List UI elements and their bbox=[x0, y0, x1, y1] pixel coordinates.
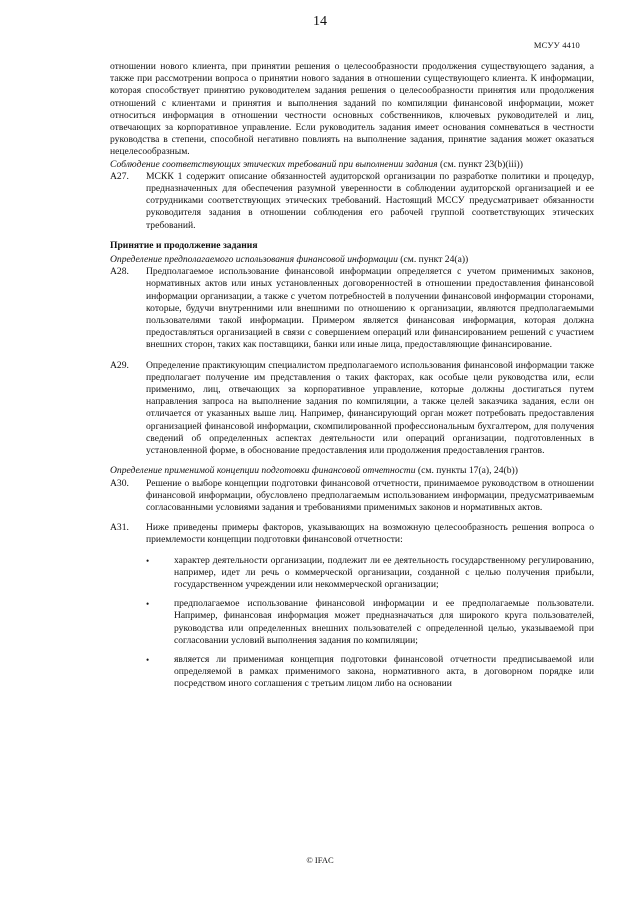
footer-copyright: © IFAC bbox=[306, 855, 334, 865]
section-heading-ethics-ref: (см. пункт 23(b)(iii)) bbox=[437, 158, 523, 170]
bullet-item bbox=[146, 598, 594, 647]
paragraph-number: A31. bbox=[110, 522, 129, 534]
bullet-icon: • bbox=[146, 555, 150, 566]
bullet-icon: • bbox=[146, 599, 150, 610]
paragraph-a28 bbox=[110, 266, 594, 351]
bullet-text: предполагаемое использование финансовой информации и ее предполагаемые пользователи. Например, финансовая информация может предназначаться для широкого круга пользователей, руководства или определенных внешних пользователей с определенной целью, указываемой при согласовании условий выполнения задания по компиляции; bbox=[174, 598, 594, 646]
page-content bbox=[110, 61, 594, 698]
section-heading-acceptance: Принятие и продолжение задания bbox=[110, 239, 258, 251]
paragraph-a29 bbox=[110, 360, 594, 458]
document-code: МСУУ 4410 bbox=[533, 40, 580, 50]
paragraph-text: Решение о выборе концепции подготовки финансовой отчетности, принимаемое руководством в отношении финансовой информации, обусловлено предполагаемым использованием информации, предусматриваемым согласованными условиями задания и требованиями применимых законов и нормативных актов. bbox=[146, 477, 594, 513]
paragraph-text: Предполагаемое использование финансовой информации определяется с учетом применимых законов, нормативных актов или иных установленных договоренностей в отношении предоставления финансовой информации организации, а также с учетом потребностей в получении финансовой информации сторонами, которые, будучи внутренними или внешними по отношению к организации, являются предполагаемыми пользователями такой информации. Примером является финансовая информация, которая должна предоставляться организацией в связи с совершением операций или финансированием решений с участием внешних сторон, таких как поставщики, банки или иные лица, предоставляющие финансирование. bbox=[146, 266, 594, 351]
paragraph-number: A29. bbox=[110, 359, 129, 371]
intro-paragraph: отношении нового клиента, при принятии решения о целесообразности продолжения существующего задания, а также при рассмотрении вопроса о принятии нового задания в отношении существующего клиента. К информации, которая способствует принятию руководителем задания решения о целесообразности принятия или продолжения отношений с клиентами и принятия и выполнения заданий по компиляции финансовой информации, может относиться информация в отношении честности основных собственников, ключевых руководителей и лиц, отвечающих за корпоративное управление. Если руководитель задания имеет основания сомневаться в честности руководства в степени, способной негативно повлиять на выполнение задания, принятие задания может оказаться нецелесообразным. bbox=[110, 61, 594, 158]
bullet-item bbox=[146, 555, 594, 592]
section-heading-ethics bbox=[110, 159, 594, 171]
bullet-text: является ли применимая концепция подготовки финансовой отчетности предписываемой или определяемой в рамках применимого закона, нормативного акта, в договорном порядке или посредством иного соглашения с третьим лицом либо на основании bbox=[174, 653, 594, 690]
bullet-text: характер деятельности организации, подлежит ли ее деятельность государственному регулированию, например, идет ли речь о коммерческой организации, созданной с целью получения прибыли, государственном учреждении или некоммерческой организации; bbox=[174, 554, 594, 590]
paragraph-text: МСКК 1 содержит описание обязанностей аудиторской организации по разработке политики и процедур, предназначенных для обеспечения разумной уверенности в соблюдении аудиторской организацией и ее сотрудниками соответствующих этических требований. Настоящий МССУ предусматривает обязанности руководителя задания в отношении соблюдения его рабочей группой соответствующих этических требований. bbox=[146, 170, 594, 231]
section-heading-ethics-title: Соблюдение соответствующих этических требований при выполнении задания bbox=[110, 158, 438, 170]
paragraph-number: A28. bbox=[110, 266, 129, 278]
bullet-item bbox=[146, 654, 594, 691]
paragraph-number: A30. bbox=[110, 477, 129, 489]
paragraph-text: Определение практикующим специалистом предполагаемого использования финансовой информации также предполагает получение им представления о таких факторах, как особые цели руководства или, если применимо, лиц, отвечающих за корпоративное управление, которые должны достигаться путем направления запроса на выполнение задания по компиляции, а также целей заказчика задания, если он отличается от указанных выше лиц. Например, финансирующий орган может потребовать предоставления организацией финансовой информации, скомпилированной профессиональным бухгалтером, для получения сведений об определенных аспектах деятельности или операций организации, подготовленных в установленной форме, в обоснование предоставления или продолжения предоставления грантов. bbox=[146, 359, 594, 457]
section-heading-intended-use-ref: (см. пункт 24(a)) bbox=[397, 254, 469, 266]
paragraph-number: A27. bbox=[110, 170, 129, 182]
paragraph-a31 bbox=[110, 522, 594, 546]
section-heading-intended-use bbox=[110, 254, 594, 266]
paragraph-a30 bbox=[110, 478, 594, 515]
section-heading-framework bbox=[110, 465, 594, 477]
section-heading-intended-use-title: Определение предполагаемого использования финансовой информации bbox=[110, 254, 398, 266]
paragraph-text: Ниже приведены примеры факторов, указывающих на возможную целесообразность решения вопроса о приемлемости концепции подготовки финансовой отчетности: bbox=[146, 522, 594, 546]
page-number: 14 bbox=[313, 14, 327, 29]
bullet-icon: • bbox=[146, 654, 150, 665]
section-heading-framework-title: Определение применимой концепции подготовки финансовой отчетности bbox=[110, 465, 416, 477]
paragraph-a27 bbox=[110, 171, 594, 232]
section-heading-framework-ref: (см. пункты 17(a), 24(b)) bbox=[415, 465, 518, 477]
